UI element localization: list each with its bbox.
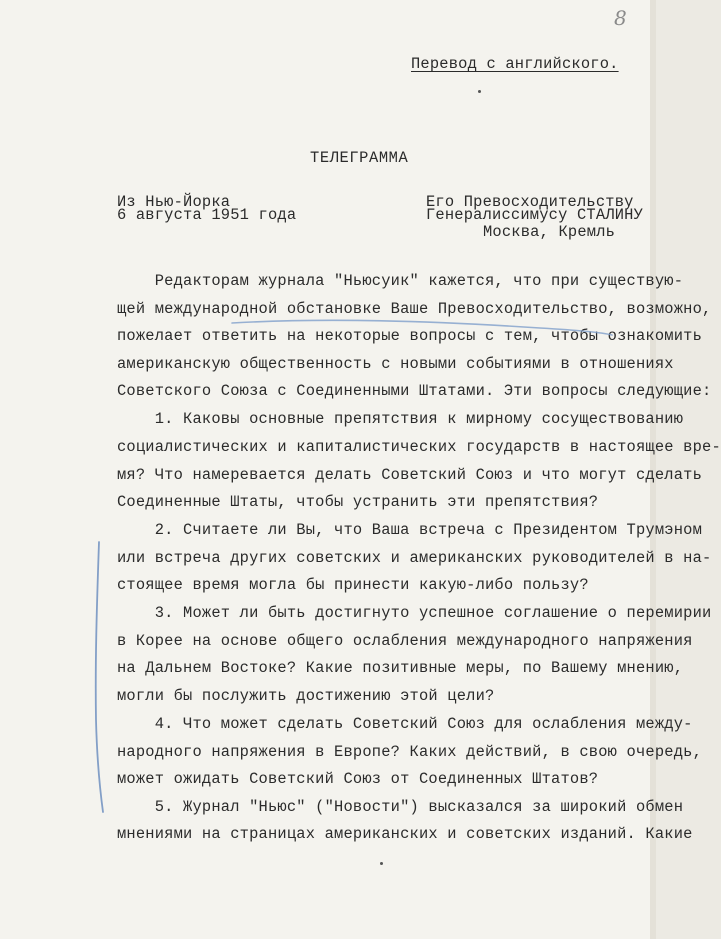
body-line: 3. Может ли быть достигнуто успешное соглашение о перемирии [117, 604, 712, 622]
blue-pencil-margin-line [96, 542, 103, 812]
body-line: щей международной обстановке Ваше Превосходительство, возможно, [117, 300, 712, 318]
body-line: или встреча других советских и американских руководителей в на- [117, 549, 712, 567]
origin-date: 6 августа 1951 года [117, 206, 297, 224]
page-number: 8 [614, 6, 627, 30]
origin-place: Из Нью-Йорка [117, 193, 231, 211]
body-line: может ожидать Советский Союз от Соединенных Штатов? [117, 770, 599, 788]
stray-ink-dot [478, 90, 481, 93]
body-line: пожелает ответить на некоторые вопросы с тем, чтобы ознакомить [117, 327, 703, 345]
body-line: Редакторам журнала "Ньюсуик" кажется, что при существую- [117, 272, 684, 290]
body-line: стоящее время могла бы принести какую-либо пользу? [117, 576, 589, 594]
translation-note: Перевод с английского. [411, 55, 619, 73]
body-line: 1. Каковы основные препятствия к мирному сосуществованию [117, 410, 684, 428]
body-line: мя? Что намеревается делать Советский Союз и что могут сделать [117, 466, 703, 484]
body-line: 4. Что может сделать Советский Союз для ослабления между- [117, 715, 693, 733]
body-line: социалистических и капиталистических государств в настоящее вре- [117, 438, 721, 456]
body-line: могли бы послужить достижению этой цели? [117, 687, 495, 705]
body-line: американскую общественность с новыми событиями в отношениях [117, 355, 674, 373]
body-line: 2. Считаете ли Вы, что Ваша встреча с Президентом Трумэном [117, 521, 703, 539]
addressee-line-1: Его Превосходительству [426, 193, 634, 211]
body-line: Соединенные Штаты, чтобы устранить эти препятствия? [117, 493, 599, 511]
body-line: на Дальнем Востоке? Какие позитивные меры, по Вашему мнению, [117, 659, 684, 677]
addressee-line-2: Генералиссимусу СТАЛИНУ [426, 206, 644, 224]
document-title: ТЕЛЕГРАММА [310, 149, 409, 167]
body-line: в Корее на основе общего ослабления международного напряжения [117, 632, 693, 650]
body-line: мнениями на страницах американских и советских изданий. Какие [117, 825, 693, 843]
body-line: 5. Журнал "Ньюс" ("Новости") высказался за широкий обмен [117, 798, 684, 816]
body-line: народного напряжения в Европе? Каких действий, в свою очередь, [117, 743, 703, 761]
body-line: Советского Союза с Соединенными Штатами. Эти вопросы следующие: [117, 382, 712, 400]
stray-ink-dot [380, 862, 383, 865]
addressee-line-3: Москва, Кремль [483, 223, 616, 241]
